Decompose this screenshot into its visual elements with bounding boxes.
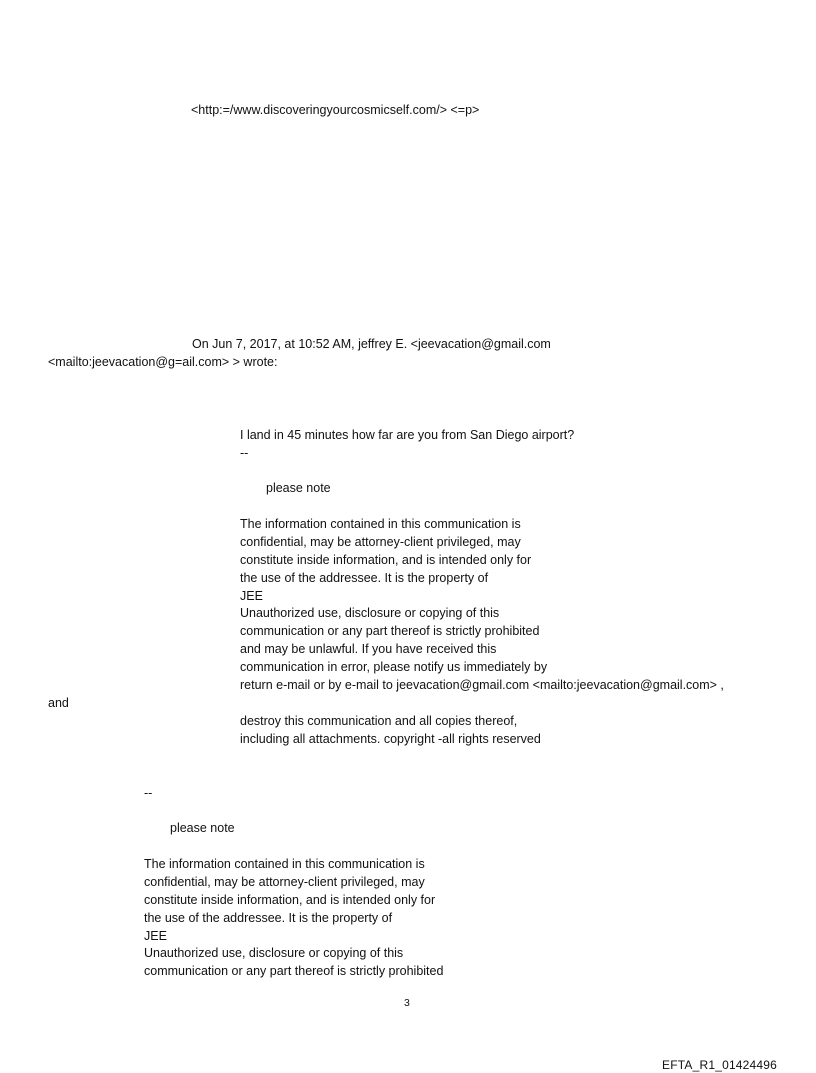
disclaimer-line: constitute inside information, and is intended only for: [144, 893, 436, 907]
disclaimer-line: confidential, may be attorney-client privileged, may: [240, 535, 521, 549]
disclaimer-line: constitute inside information, and is intended only for: [240, 553, 532, 567]
disclaimer-line: communication in error, please notify us immediately by: [240, 660, 548, 674]
disclaimer-line: communication or any part thereof is strictly prohibited: [144, 964, 444, 978]
reply-header-line-1: On Jun 7, 2017, at 10:52 AM, jeffrey E. <jeevacation@gmail.com: [192, 337, 551, 351]
disclaimer-line: JEE: [144, 929, 167, 943]
disclaimer-line: destroy this communication and all copies thereof,: [240, 714, 518, 728]
bates-number: EFTA_R1_01424496: [662, 1058, 778, 1072]
page-number: 3: [404, 997, 410, 1009]
disclaimer-line: The information contained in this communication is: [240, 517, 521, 531]
disclaimer-line: the use of the addressee. It is the property of: [240, 571, 489, 585]
message-body: I land in 45 minutes how far are you from San Diego airport?: [240, 428, 575, 442]
disclaimer-line: including all attachments. copyright -all rights reserved: [240, 732, 541, 746]
signature-separator: --: [144, 786, 153, 800]
disclaimer-line: and may be unlawful. If you have received this: [240, 642, 497, 656]
disclaimer-line: return e-mail or by e-mail to jeevacation@gmail.com <mailto:jeevacation@gmail.com> ,: [240, 678, 724, 692]
disclaimer-line: The information contained in this communication is: [144, 857, 425, 871]
signature-separator: --: [240, 446, 249, 460]
disclaimer-line: Unauthorized use, disclosure or copying of this: [144, 946, 404, 960]
disclaimer-line: communication or any part thereof is strictly prohibited: [240, 624, 540, 638]
disclaimer-wrap-word: and: [48, 696, 69, 710]
disclaimer-line: Unauthorized use, disclosure or copying of this: [240, 606, 500, 620]
disclaimer-line: the use of the addressee. It is the property of: [144, 911, 393, 925]
disclaimer-line: JEE: [240, 589, 263, 603]
please-note-heading: please note: [170, 821, 235, 835]
reply-header-line-2: <mailto:jeevacation@g=ail.com> > wrote:: [48, 355, 278, 369]
disclaimer-line: confidential, may be attorney-client privileged, may: [144, 875, 425, 889]
url-line: <http:=/www.discoveringyourcosmicself.com/> <=p>: [191, 103, 480, 117]
please-note-heading: please note: [266, 481, 331, 495]
